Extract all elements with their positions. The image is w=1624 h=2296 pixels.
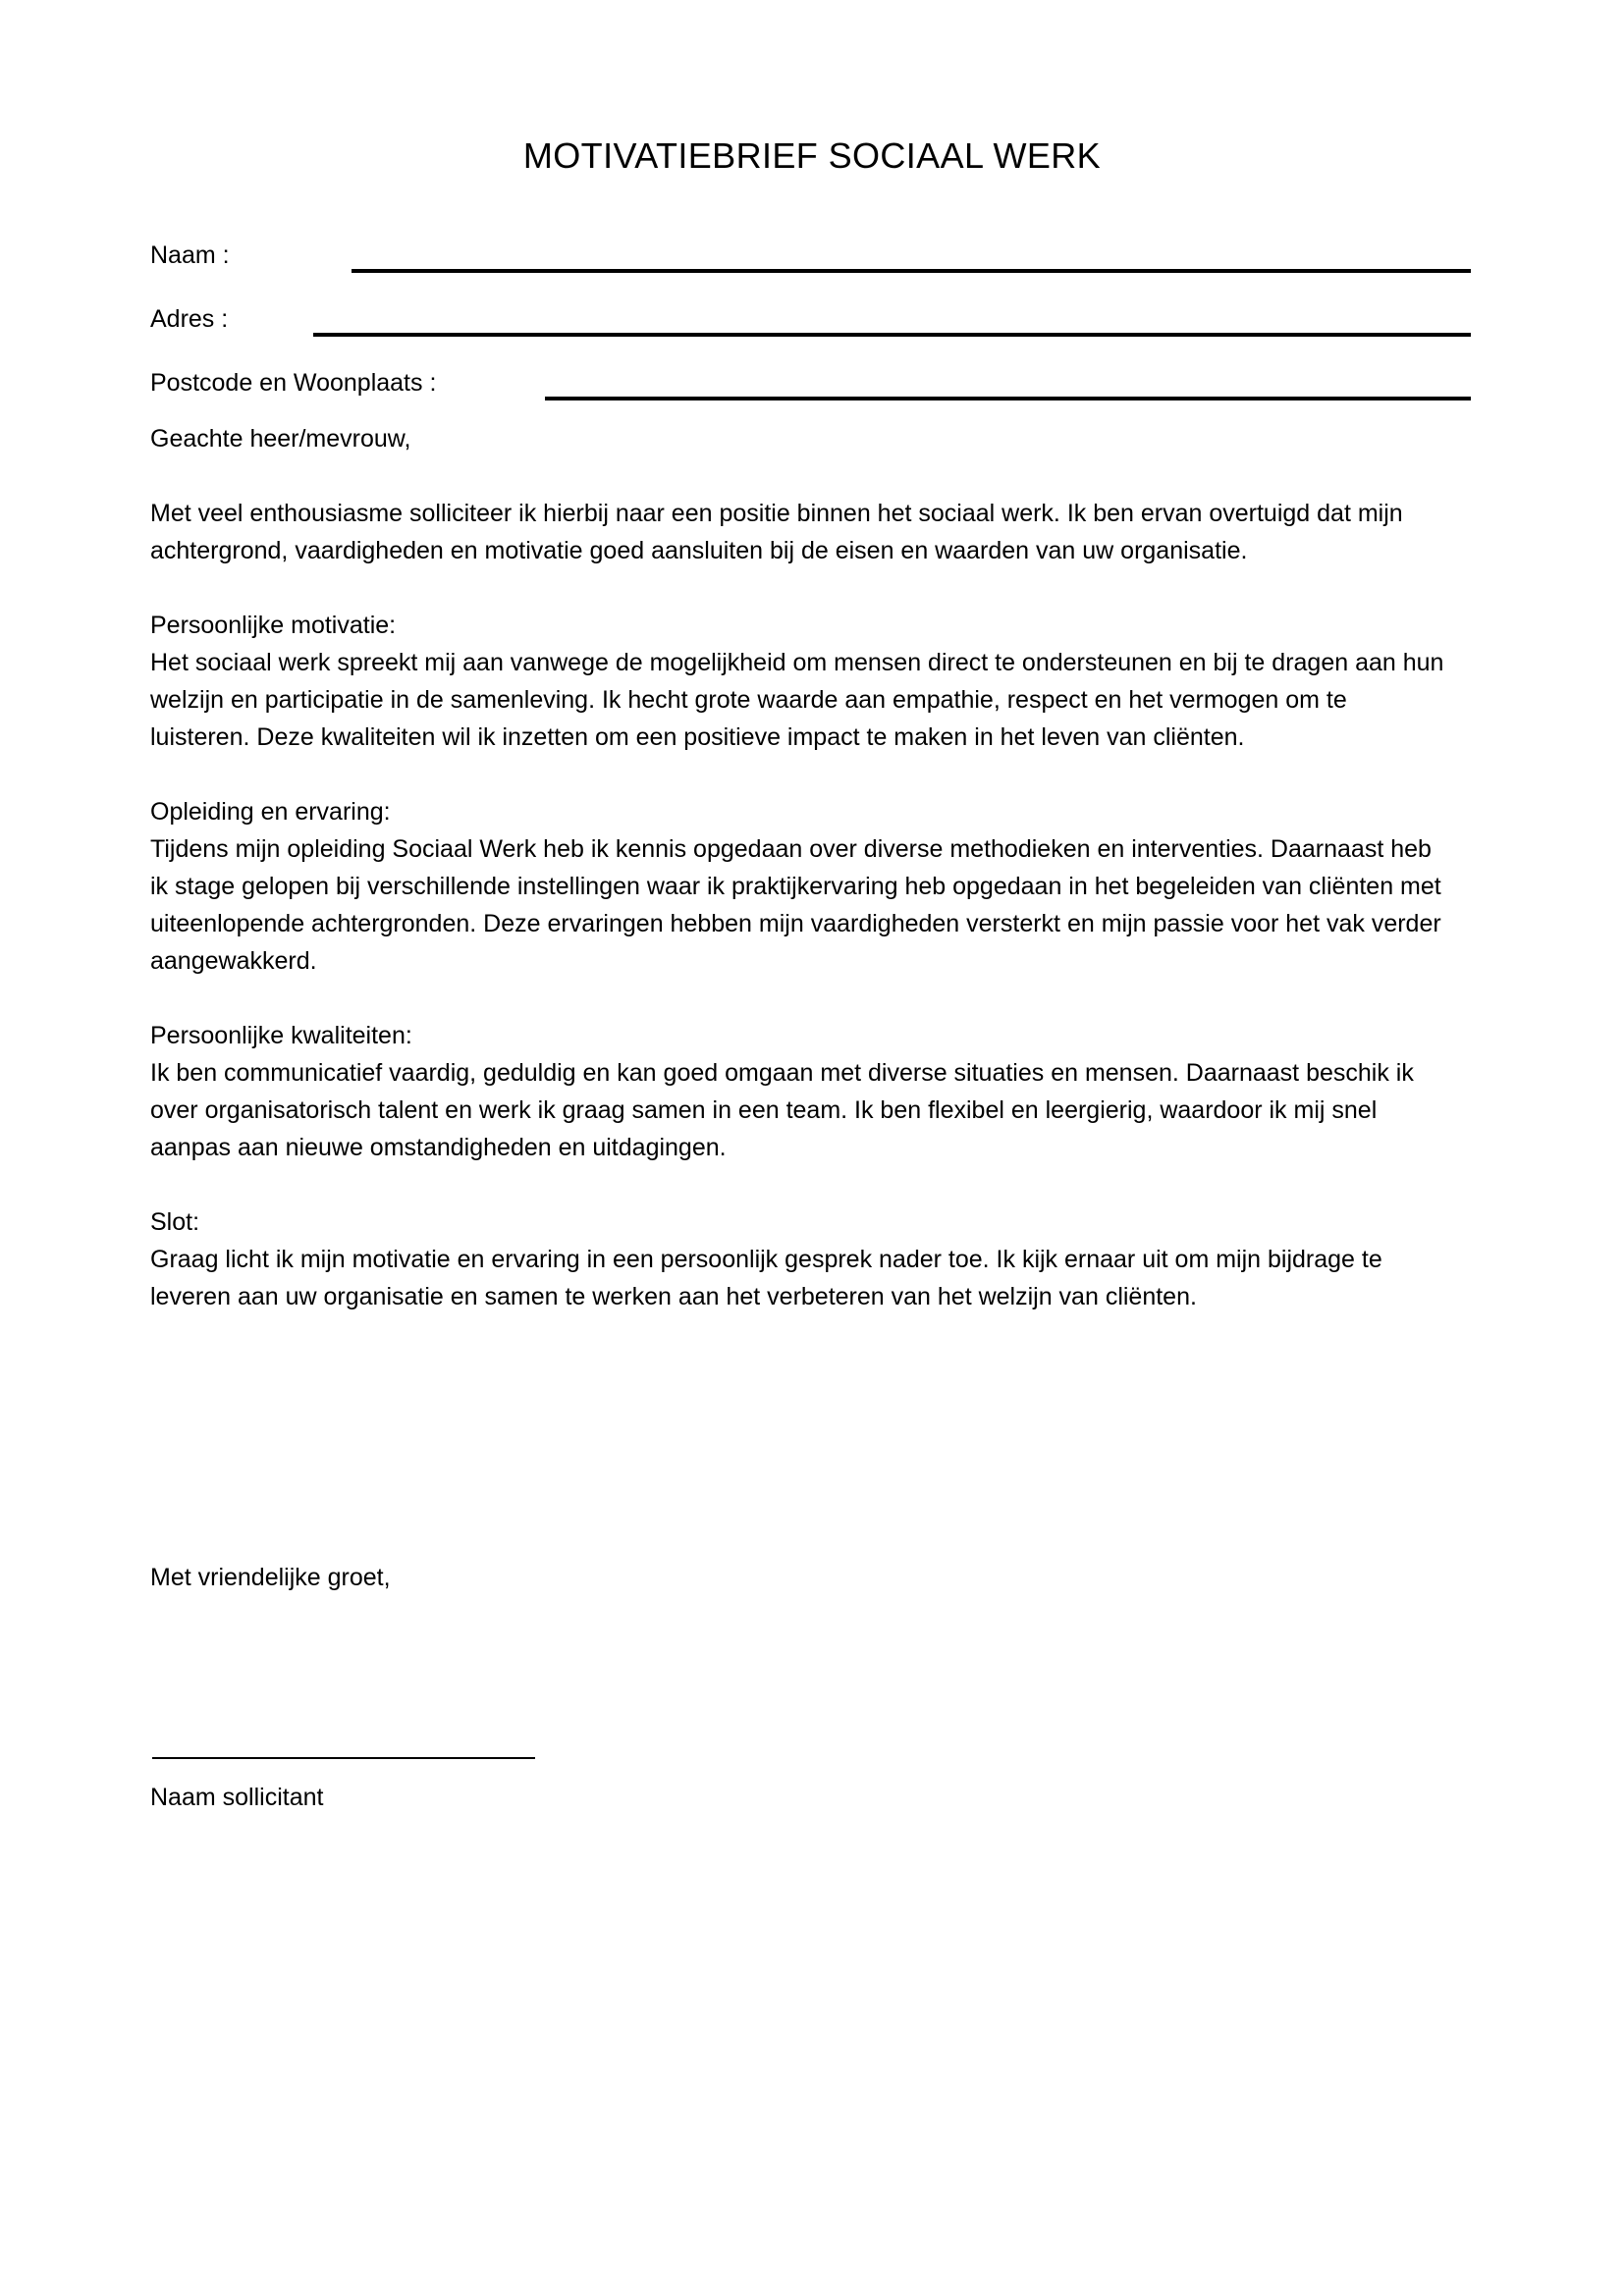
form-row-naam	[150, 234, 1471, 297]
paragraph-spacer	[150, 756, 1446, 793]
signature-label: Naam sollicitant	[150, 1784, 324, 1811]
form-row-postcode-woonplaats	[150, 361, 1471, 425]
section-heading-slot: Slot:	[150, 1208, 200, 1236]
closing-block	[150, 1559, 1446, 1596]
paragraph-spacer	[150, 1166, 1446, 1203]
section-body-opleiding-en-ervaring: Tijdens mijn opleiding Sociaal Werk heb ik kennis opgedaan over diverse methodieken en interventies. Daarnaast heb ik stage gelopen bij verschillende instellingen waar ik praktijkervaring heb opgedaan in het begeleiden van cliënten met uiteenlopende achtergronden. Deze ervaringen hebben mijn vaardigheden versterkt en mijn passie voor het vak verder aangewakkerd.	[150, 835, 1441, 975]
intro-paragraph: Met veel enthousiasme solliciteer ik hierbij naar een positie binnen het sociaal werk. Ik ben ervan overtuigd dat mijn achtergrond, vaardigheden en motivatie goed aansluiten bij de eisen en waarden van uw organisatie.	[150, 500, 1403, 564]
section-body-slot: Graag licht ik mijn motivatie en ervaring in een persoonlijk gesprek nader toe. Ik kijk ernaar uit om mijn bijdrage te leveren aan uw organisatie en samen te werken aan het verbeteren van het welzijn van cliënten.	[150, 1246, 1382, 1310]
form-input-naam[interactable]	[352, 269, 1471, 273]
form-input-adres[interactable]	[313, 333, 1471, 337]
form-row-adres	[150, 297, 1471, 361]
closing-salutation: Met vriendelijke groet,	[150, 1564, 391, 1591]
form-label-naam: Naam :	[150, 241, 230, 269]
section-body-persoonlijke-kwaliteiten: Ik ben communicatief vaardig, geduldig en kan goed omgaan met diverse situaties en mensen. Daarnaast beschik ik over organisatorisch talent en werk ik graag samen in een team. Ik ben flexibel en leergierig, waardoor ik mij snel aanpas aan nieuwe omstandigheden en uitdagingen.	[150, 1059, 1414, 1161]
signature-line[interactable]	[152, 1757, 535, 1759]
form-input-postcode-woonplaats[interactable]	[545, 397, 1471, 400]
form-label-adres: Adres :	[150, 305, 229, 333]
form-label-postcode-woonplaats: Postcode en Woonplaats :	[150, 369, 437, 397]
recipient-form-block	[150, 234, 1471, 425]
paragraph-spacer	[150, 569, 1446, 607]
paragraph-spacer	[150, 980, 1446, 1017]
section-heading-persoonlijke-motivatie: Persoonlijke motivatie:	[150, 612, 397, 639]
salutation: Geachte heer/mevrouw,	[150, 425, 411, 453]
letter-body	[150, 420, 1446, 1315]
section-heading-persoonlijke-kwaliteiten: Persoonlijke kwaliteiten:	[150, 1022, 412, 1049]
page-title: MOTIVATIEBRIEF SOCIAAL WERK	[522, 135, 1102, 177]
section-heading-opleiding-en-ervaring: Opleiding en ervaring:	[150, 798, 391, 826]
section-body-persoonlijke-motivatie: Het sociaal werk spreekt mij aan vanwege de mogelijkheid om mensen direct te ondersteunen en bij te dragen aan hun welzijn en participatie in de samenleving. Ik hecht grote waarde aan empathie, respect en het vermogen om te luisteren. Deze kwaliteiten wil ik inzetten om een positieve impact te maken in het leven van cliënten.	[150, 649, 1444, 751]
